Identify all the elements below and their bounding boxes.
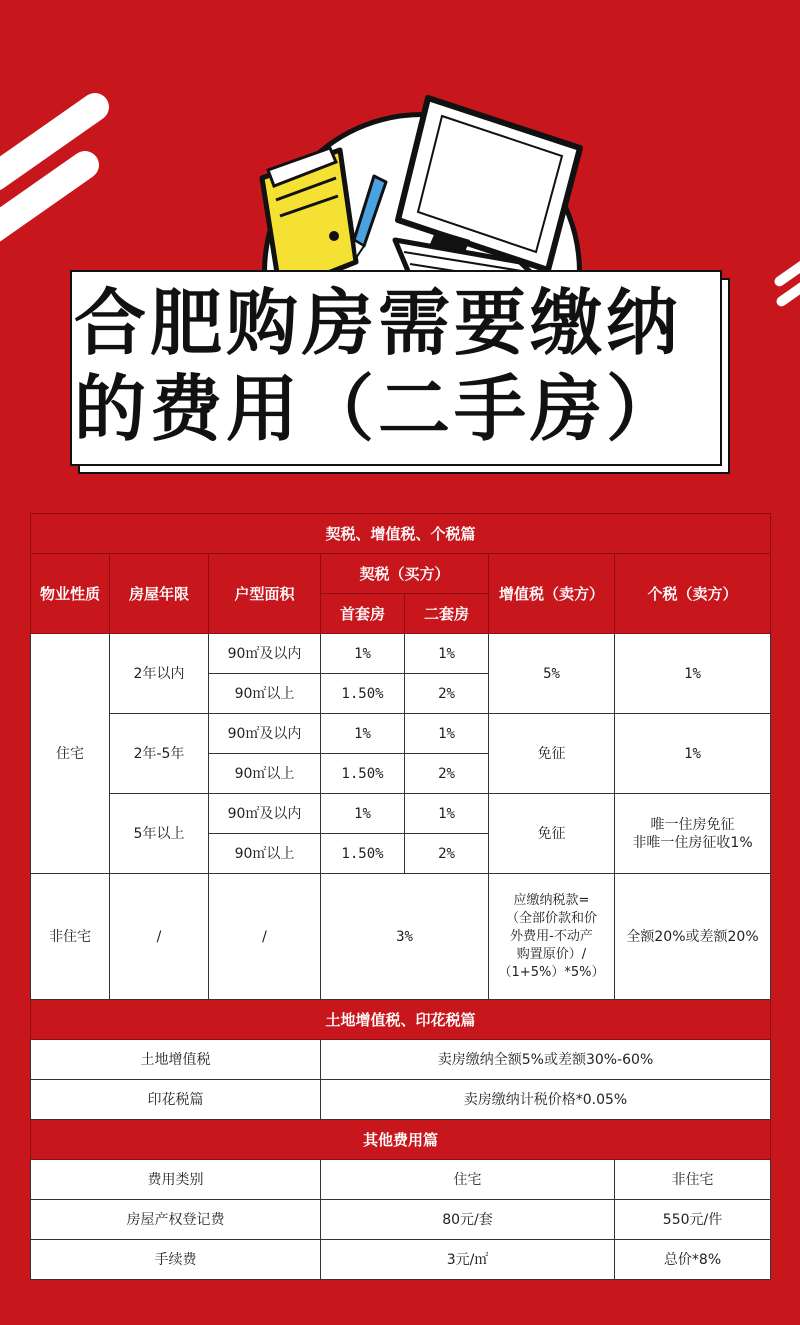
cell-second-home: 1%	[405, 634, 489, 674]
cell-tax-label: 印花税篇	[31, 1080, 321, 1120]
fee-table	[30, 513, 771, 1280]
cell-area: 90㎡以上	[209, 754, 321, 794]
cell-income-tax: 1%	[615, 634, 771, 714]
section-header-taxes: 契税、增值税、个税篇	[31, 514, 771, 554]
col-header-years: 房屋年限	[110, 554, 209, 634]
pen-icon	[354, 176, 386, 258]
cell-years: 5年以上	[110, 794, 209, 874]
cell-income-tax	[615, 794, 771, 874]
col-header-category: 费用类别	[31, 1160, 321, 1200]
cell-area: 90㎡及以内	[209, 794, 321, 834]
cell-second-home: 2%	[405, 674, 489, 714]
col-header-vat: 增值税（卖方）	[489, 554, 615, 634]
cell-vat: 免征	[489, 794, 615, 874]
cell-area: 90㎡及以内	[209, 714, 321, 754]
page-title-line2: 的费用（二手房）	[74, 367, 683, 451]
cell-first-home: 1%	[321, 794, 405, 834]
cell-vat: 5%	[489, 634, 615, 714]
cell-fee-non-residential: 总价*8%	[615, 1240, 771, 1280]
cell-income-tax: 全额20%或差额20%	[615, 874, 771, 1000]
cell-first-home: 1.50%	[321, 674, 405, 714]
cell-fee-category: 房屋产权登记费	[31, 1200, 321, 1240]
page-title-line1: 合肥购房需要缴纳	[74, 281, 683, 365]
cell-area: 90㎡以上	[209, 674, 321, 714]
cell-fee-residential: 80元/套	[321, 1200, 615, 1240]
cell-second-home: 1%	[405, 794, 489, 834]
title-box	[70, 270, 722, 466]
cell-second-home: 2%	[405, 754, 489, 794]
cell-fee-residential: 3元/㎡	[321, 1240, 615, 1280]
cell-non-residential: 非住宅	[31, 874, 110, 1000]
cell-deed-tax: 3%	[321, 874, 489, 1000]
cell-area: 90㎡及以内	[209, 634, 321, 674]
cell-tax-label: 土地增值税	[31, 1040, 321, 1080]
cell-vat: 免征	[489, 714, 615, 794]
vat-formula-line: （1+5%）*5%）	[498, 964, 605, 980]
section-header-land-stamp: 土地增值税、印花税篇	[31, 1000, 771, 1040]
col-header-area: 户型面积	[209, 554, 321, 634]
cell-tax-value: 卖房缴纳计税价格*0.05%	[321, 1080, 771, 1120]
vat-formula-line: 应缴纳税款=	[513, 892, 590, 908]
cell-area: /	[209, 874, 321, 1000]
cell-fee-non-residential: 550元/件	[615, 1200, 771, 1240]
col-header-deed-tax: 契税（买方）	[321, 554, 489, 594]
col-header-property-type: 物业性质	[31, 554, 110, 634]
vat-formula-line: （全部价款和价	[505, 910, 597, 926]
cell-second-home: 1%	[405, 714, 489, 754]
cell-first-home: 1.50%	[321, 754, 405, 794]
col-header-first-home: 首套房	[321, 594, 405, 634]
cell-second-home: 2%	[405, 834, 489, 874]
vat-formula-line: 购置原价）/	[516, 946, 587, 962]
income-tax-line: 非唯一住房征收1%	[632, 834, 753, 851]
cell-fee-category: 手续费	[31, 1240, 321, 1280]
cell-years: /	[110, 874, 209, 1000]
cell-first-home: 1%	[321, 714, 405, 754]
cell-tax-value: 卖房缴纳全额5%或差额30%-60%	[321, 1040, 771, 1080]
vat-formula-line: 外费用-不动产	[510, 928, 593, 944]
cell-vat-formula	[489, 874, 615, 1000]
income-tax-line: 唯一住房免征	[650, 816, 735, 833]
section-header-other-fees: 其他费用篇	[31, 1120, 771, 1160]
cell-years: 2年以内	[110, 634, 209, 714]
col-header-non-residential: 非住宅	[615, 1160, 771, 1200]
cell-residential: 住宅	[31, 634, 110, 874]
cell-area: 90㎡以上	[209, 834, 321, 874]
cell-income-tax: 1%	[615, 714, 771, 794]
col-header-second-home: 二套房	[405, 594, 489, 634]
cell-first-home: 1.50%	[321, 834, 405, 874]
cell-years: 2年-5年	[110, 714, 209, 794]
col-header-residential: 住宅	[321, 1160, 615, 1200]
col-header-income-tax: 个税（卖方）	[615, 554, 771, 634]
cell-first-home: 1%	[321, 634, 405, 674]
